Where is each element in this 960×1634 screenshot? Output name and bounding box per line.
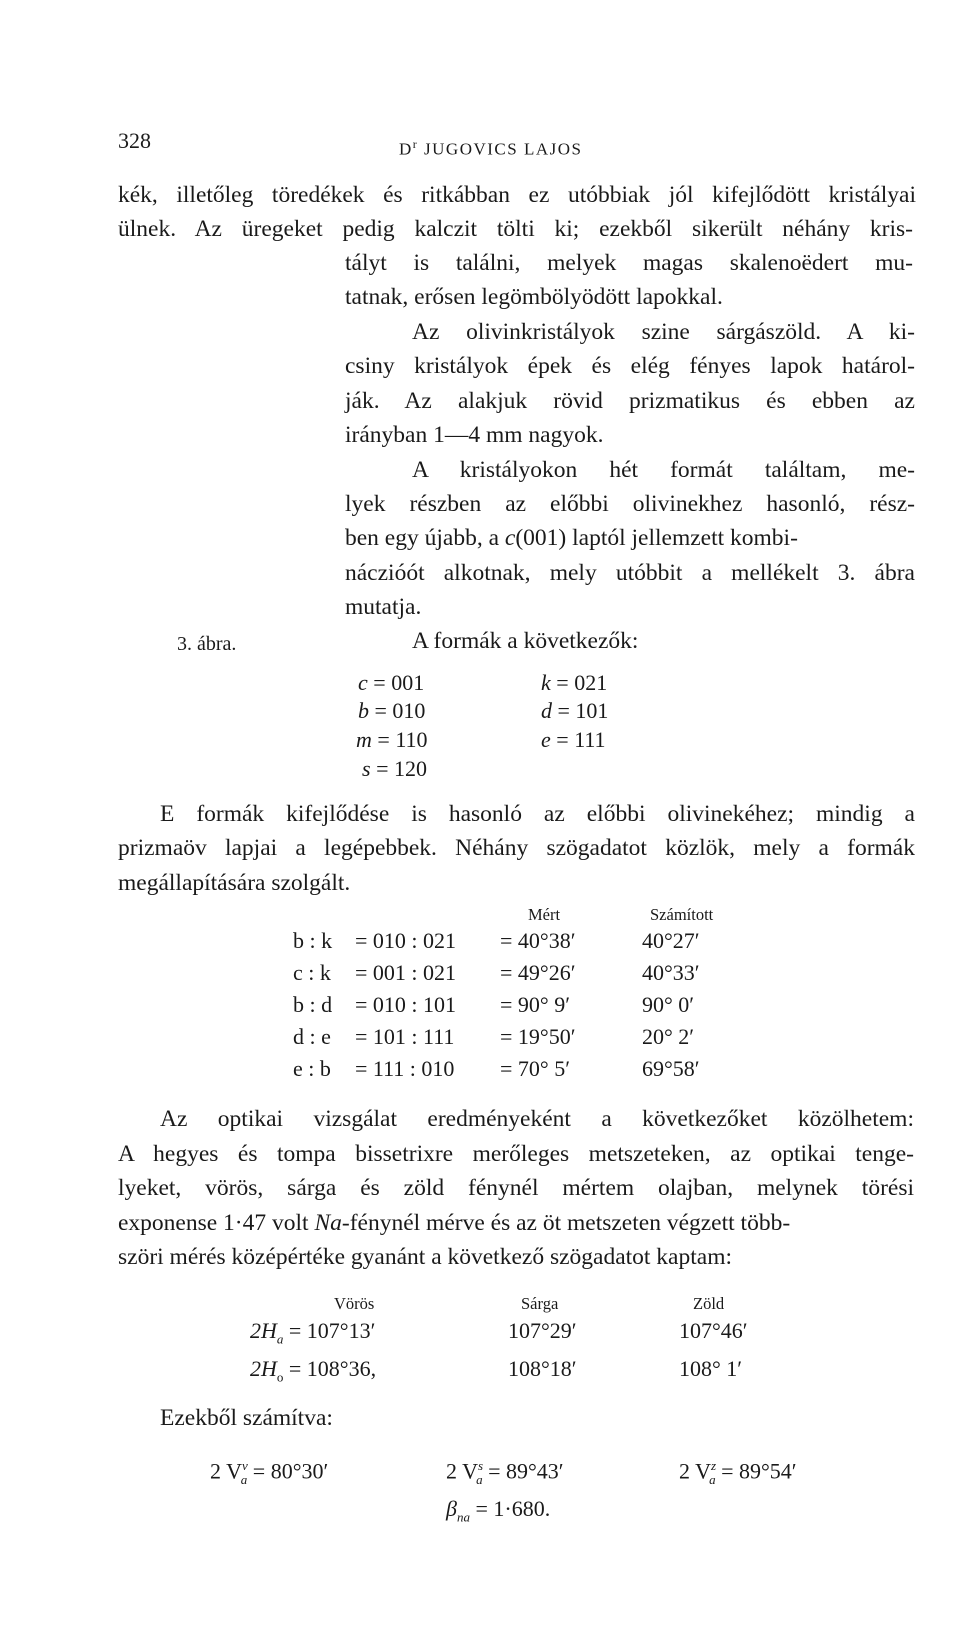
form-item [358,696,425,726]
running-header [399,137,582,160]
figure-caption: 3. ábra. [177,633,237,655]
form-letter: m [356,727,372,752]
column-header-calculated: Számított [650,905,714,924]
optic-value-red [250,1356,376,1385]
calc-intro: Ezekből számítva: [160,1405,333,1431]
angle-calculated: 40°33′ [642,960,700,985]
subscript: a [240,1471,248,1487]
symbol: 2H [250,1356,277,1381]
form-item [541,668,607,698]
form-eq: = [377,727,390,752]
form-eq: = [373,670,386,695]
paragraph-line: irányban 1—4 mm nagyok. [345,422,604,448]
value: = 108°36, [283,1356,377,1381]
paragraph-line: lyeket, vörös, sárga és zöld fénynél mértem olajban, melynek törési [118,1175,914,1201]
calc-value [210,1458,328,1488]
form-index: 001 [391,670,425,695]
form-index: 010 [392,698,426,723]
optic-value-green: 108° 1′ [679,1356,743,1381]
paragraph-line [345,523,798,553]
column-header-measured: Mért [528,905,561,924]
paragraph-line: csiny kristályok épek és elég fényes lapok határol- [345,353,915,379]
header-sup: r [412,137,419,151]
symbol: 2 V [446,1458,478,1484]
angle-pair: b : d [293,992,333,1017]
form-letter: k [541,670,551,695]
angle-measured: = 90° 9′ [500,992,571,1017]
form-item [541,725,606,755]
form-index: 021 [574,670,608,695]
paragraph-line: ülnek. Az üregeket pedig kalczit tölti ki; ezekből sikerült néhány kris- [118,216,913,242]
calc-value [679,1458,797,1488]
column-header-green: Zöld [693,1294,725,1313]
header-author: JUGOVICS LAJOS [418,139,583,159]
value: = 1·680. [469,1496,551,1521]
line-text: -fénynél mérve és az öt metszeten végzett több- [341,1210,791,1236]
paragraph-line: E formák kifejlődése is hasonló az előbbi olivinekéhez; mindig a [160,801,915,827]
optic-value-green: 107°46′ [679,1318,748,1343]
paragraph-line [118,1208,790,1238]
paragraph-line: kék, illetőleg töredékek és ritkábban ez utóbbiak jól kifejlődött kristályai [118,182,916,208]
form-eq: = [557,698,570,723]
header-prefix: D [399,139,413,159]
page-number: 328 [118,128,151,153]
calc-value [446,1496,550,1525]
line-text: exponense 1·47 volt [118,1210,315,1236]
value: = 80°30′ [247,1458,329,1484]
form-index: 120 [393,756,427,781]
form-eq: = [556,670,569,695]
value: = 89°43′ [482,1458,564,1484]
symbol: 2 V [210,1458,242,1484]
paragraph-line: A hegyes és tompa bissetrixre merőleges metszeteken, az optikai tenge- [118,1141,914,1167]
subscript: o [276,1369,284,1385]
form-eq: = [556,727,569,752]
angle-calculated: 20° 2′ [642,1024,695,1049]
calc-value [446,1458,564,1488]
angle-pair: c : k [293,960,331,985]
column-header-yellow: Sárga [521,1294,559,1313]
optic-value-yellow: 108°18′ [508,1356,577,1381]
angle-measured: = 40°38′ [500,928,576,953]
form-item [358,668,424,698]
angle-measured: = 19°50′ [500,1024,576,1049]
paragraph-line: ják. Az alakjuk rövid prizmatikus és ebben az [345,388,915,414]
form-item [356,725,428,755]
form-letter: b [358,698,369,723]
angle-pair: b : k [293,928,333,953]
angle-pair: d : e [293,1024,331,1049]
optic-value-red [250,1318,375,1347]
subscript: a [476,1471,483,1487]
form-letter: d [541,698,552,723]
angle-indices: = 010 : 021 [355,928,457,953]
angle-calculated: 69°58′ [642,1056,700,1081]
form-letter: s [362,756,371,781]
forms-intro: A formák a következők: [412,628,639,654]
paragraph-line: szöri mérés középértéke gyanánt a következő szögadatot kaptam: [118,1244,733,1270]
superscript: z [711,1458,717,1473]
angle-measured: = 70° 5′ [500,1056,571,1081]
figure-3-area [60,300,280,630]
paragraph-line: megállapítására szolgált. [118,870,351,896]
form-index: 110 [395,727,428,752]
face-symbol: c [504,525,516,551]
subscript: a [276,1331,284,1347]
paragraph-line: náczióót alkotnak, mely utóbbit a mellékelt 3. ábra [345,560,915,586]
element-symbol: Na [314,1210,342,1236]
symbol: 2H [250,1318,277,1343]
paragraph-line: Az optikai vizsgálat eredményeként a következőket közölhetem: [160,1106,914,1132]
paragraph-line: Az olivinkristályok szine sárgászöld. A ki- [412,319,915,345]
angle-calculated: 90° 0′ [642,992,695,1017]
form-letter: c [358,670,368,695]
superscript: v [242,1458,248,1473]
value: = 89°54′ [715,1458,797,1484]
form-eq: = [374,698,387,723]
column-header-red: Vörös [334,1294,375,1313]
symbol: 2 V [679,1458,711,1484]
form-eq: = [376,756,389,781]
superscript: s [478,1458,484,1473]
form-index: 101 [575,698,609,723]
line-text: ben egy újabb, a [345,525,505,551]
paragraph-line: lyek részben az előbbi olivinekhez hasonló, rész- [345,491,915,517]
form-item [362,754,427,784]
paragraph-line: tályt is találni, melyek magas skalenoëdert mu- [345,250,913,276]
angle-indices: = 101 : 111 [355,1024,455,1049]
paragraph-line: prizmaöv lapjai a legépebbek. Néhány szögadatot közlök, mely a formák [118,835,915,861]
angle-indices: = 111 : 010 [355,1056,455,1081]
angle-indices: = 001 : 021 [355,960,457,985]
subscript: a [709,1471,716,1487]
value: = 107°13′ [283,1318,376,1343]
line-text: (001) laptól jellemzett kombi- [515,525,798,551]
symbol: β [446,1496,457,1521]
paragraph-line: mutatja. [345,594,422,620]
subscript: na [456,1509,470,1525]
optic-value-yellow: 107°29′ [508,1318,577,1343]
paragraph-line: tatnak, erősen legömbölyödött lapokkal. [345,284,723,310]
angle-measured: = 49°26′ [500,960,576,985]
angle-indices: = 010 : 101 [355,992,457,1017]
angle-calculated: 40°27′ [642,928,700,953]
form-index: 111 [574,727,606,752]
angle-pair: e : b [293,1056,331,1081]
form-letter: e [541,727,551,752]
paragraph-line: A kristályokon hét formát találtam, me- [412,457,915,483]
form-item [541,696,608,726]
